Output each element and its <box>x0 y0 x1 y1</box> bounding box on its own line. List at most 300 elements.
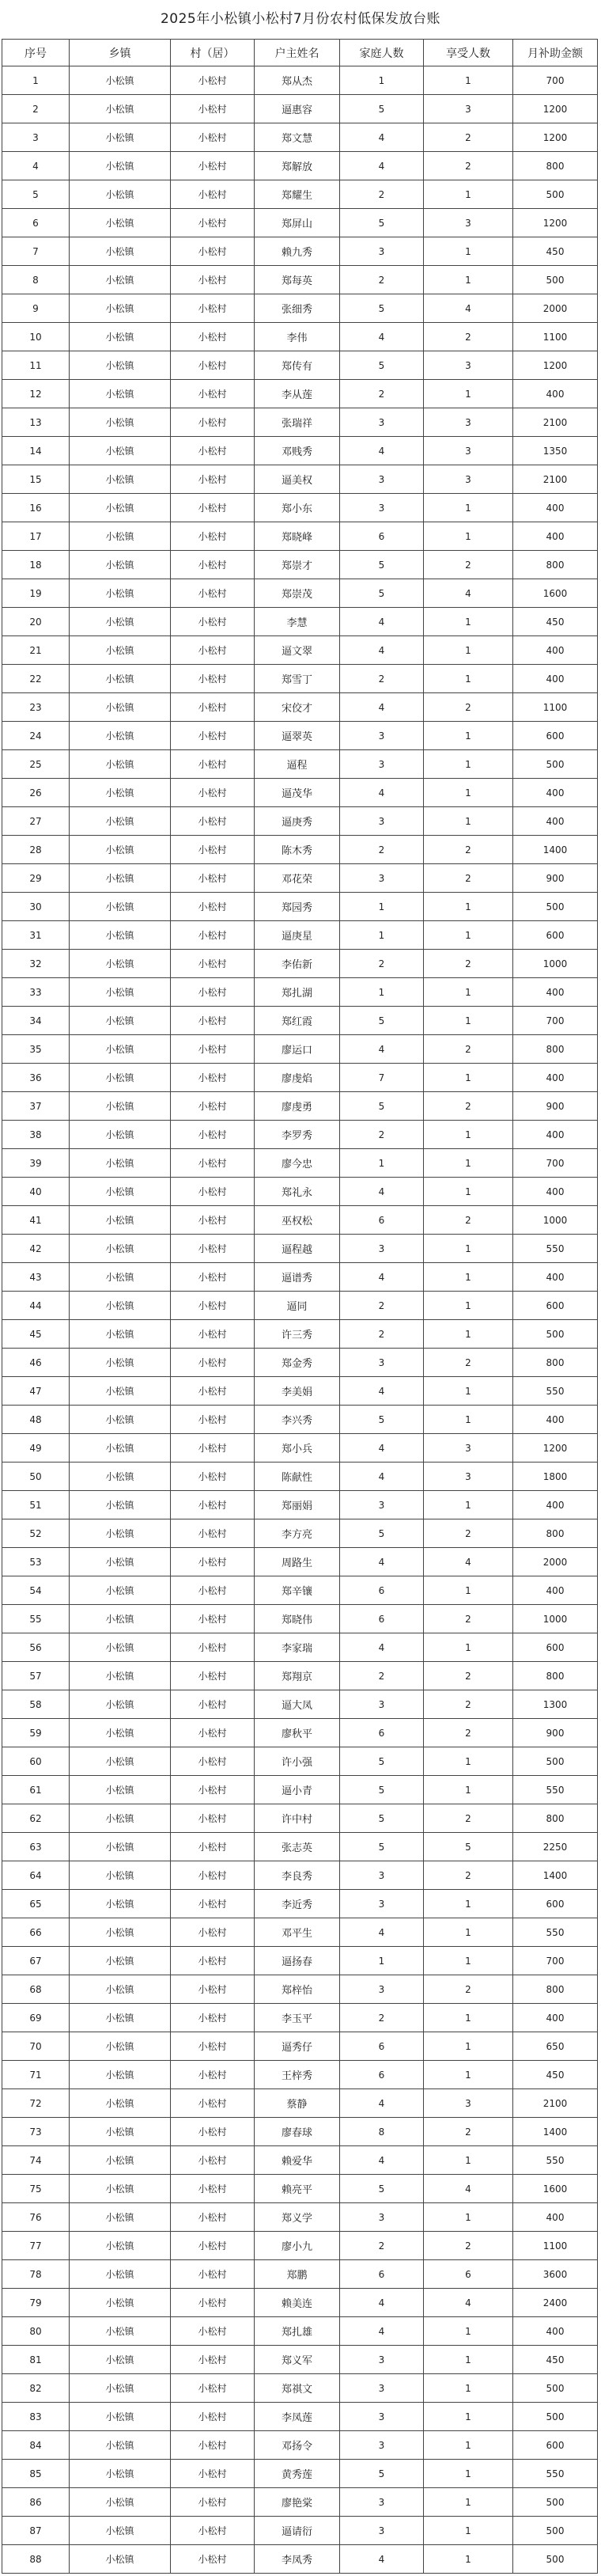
cell-beneficiaries: 2 <box>424 1690 513 1719</box>
table-row <box>2 1491 598 1519</box>
cell-township: 小松镇 <box>70 1064 171 1092</box>
cell-township: 小松镇 <box>70 2289 171 2317</box>
cell-family-size: 5 <box>340 2460 424 2488</box>
cell-village: 小松村 <box>171 978 255 1007</box>
cell-beneficiaries: 2 <box>424 836 513 864</box>
cell-township: 小松镇 <box>70 2089 171 2118</box>
cell-beneficiaries: 2 <box>424 1035 513 1064</box>
cell-family-size: 7 <box>340 1064 424 1092</box>
cell-family-size: 3 <box>340 1235 424 1263</box>
cell-monthly-amount: 1100 <box>513 2232 598 2260</box>
cell-monthly-amount: 500 <box>513 2403 598 2431</box>
cell-village: 小松村 <box>171 408 255 437</box>
table-row <box>2 180 598 209</box>
cell-index: 23 <box>2 693 70 722</box>
cell-township: 小松镇 <box>70 1434 171 1463</box>
table-row <box>2 237 598 266</box>
cell-village: 小松村 <box>171 1576 255 1605</box>
cell-monthly-amount: 400 <box>513 2203 598 2232</box>
cell-family-size: 6 <box>340 1719 424 1747</box>
cell-village: 小松村 <box>171 123 255 152</box>
cell-monthly-amount: 800 <box>513 1975 598 2004</box>
cell-monthly-amount: 400 <box>513 1121 598 1149</box>
cell-family-size: 4 <box>340 152 424 180</box>
cell-beneficiaries: 1 <box>424 1491 513 1519</box>
cell-village: 小松村 <box>171 921 255 950</box>
cell-village: 小松村 <box>171 1064 255 1092</box>
cell-beneficiaries: 2 <box>424 152 513 180</box>
cell-beneficiaries: 1 <box>424 921 513 950</box>
cell-beneficiaries: 1 <box>424 2061 513 2089</box>
cell-family-size: 2 <box>340 836 424 864</box>
cell-family-size: 3 <box>340 1349 424 1377</box>
table-row <box>2 636 598 665</box>
cell-township: 小松镇 <box>70 1178 171 1206</box>
cell-village: 小松村 <box>171 1292 255 1320</box>
cell-monthly-amount: 450 <box>513 2061 598 2089</box>
cell-beneficiaries: 2 <box>424 1975 513 2004</box>
cell-village: 小松村 <box>171 1035 255 1064</box>
cell-village: 小松村 <box>171 522 255 551</box>
table-row <box>2 2118 598 2146</box>
table-row <box>2 978 598 1007</box>
table-row <box>2 323 598 351</box>
cell-monthly-amount: 400 <box>513 978 598 1007</box>
cell-monthly-amount: 800 <box>513 1804 598 1833</box>
cell-householder: 郑屏山 <box>255 209 340 237</box>
cell-index: 86 <box>2 2488 70 2517</box>
cell-village: 小松村 <box>171 693 255 722</box>
cell-monthly-amount: 550 <box>513 1377 598 1406</box>
cell-beneficiaries: 2 <box>424 2118 513 2146</box>
cell-monthly-amount: 2100 <box>513 465 598 494</box>
table-row <box>2 1605 598 1633</box>
cell-monthly-amount: 700 <box>513 1947 598 1975</box>
cell-family-size: 3 <box>340 465 424 494</box>
table-row <box>2 693 598 722</box>
cell-township: 小松镇 <box>70 1776 171 1804</box>
cell-monthly-amount: 400 <box>513 1178 598 1206</box>
cell-village: 小松村 <box>171 2517 255 2545</box>
cell-village: 小松村 <box>171 779 255 807</box>
cell-index: 21 <box>2 636 70 665</box>
cell-householder: 郑晓峰 <box>255 522 340 551</box>
cell-village: 小松村 <box>171 351 255 380</box>
cell-family-size: 4 <box>340 1178 424 1206</box>
cell-township: 小松镇 <box>70 636 171 665</box>
table-row <box>2 2032 598 2061</box>
cell-householder: 李凤莲 <box>255 2403 340 2431</box>
cell-village: 小松村 <box>171 323 255 351</box>
cell-township: 小松镇 <box>70 1548 171 1576</box>
header-township: 乡镇 <box>70 40 171 66</box>
table-row <box>2 1463 598 1491</box>
cell-index: 31 <box>2 921 70 950</box>
cell-village: 小松村 <box>171 380 255 408</box>
cell-householder: 郑梓怡 <box>255 1975 340 2004</box>
cell-beneficiaries: 1 <box>424 893 513 921</box>
cell-village: 小松村 <box>171 1149 255 1178</box>
header-monthly-amount: 月补助金额 <box>513 40 598 66</box>
cell-township: 小松镇 <box>70 1519 171 1548</box>
cell-index: 50 <box>2 1463 70 1491</box>
table-row <box>2 1235 598 1263</box>
table-row <box>2 95 598 123</box>
cell-village: 小松村 <box>171 864 255 893</box>
cell-monthly-amount: 900 <box>513 1092 598 1121</box>
cell-index: 54 <box>2 1576 70 1605</box>
cell-township: 小松镇 <box>70 2374 171 2403</box>
cell-index: 14 <box>2 437 70 465</box>
cell-monthly-amount: 900 <box>513 1719 598 1747</box>
cell-township: 小松镇 <box>70 722 171 750</box>
cell-family-size: 3 <box>340 1861 424 1890</box>
cell-beneficiaries: 2 <box>424 123 513 152</box>
cell-monthly-amount: 1600 <box>513 579 598 608</box>
cell-monthly-amount: 1300 <box>513 1690 598 1719</box>
cell-beneficiaries: 1 <box>424 522 513 551</box>
cell-township: 小松镇 <box>70 2260 171 2289</box>
cell-village: 小松村 <box>171 2289 255 2317</box>
cell-monthly-amount: 600 <box>513 1292 598 1320</box>
cell-beneficiaries: 1 <box>424 380 513 408</box>
cell-family-size: 6 <box>340 2061 424 2089</box>
cell-beneficiaries: 1 <box>424 2403 513 2431</box>
table-row <box>2 1861 598 1890</box>
cell-township: 小松镇 <box>70 1690 171 1719</box>
cell-index: 7 <box>2 237 70 266</box>
cell-village: 小松村 <box>171 1235 255 1263</box>
cell-family-size: 1 <box>340 1947 424 1975</box>
cell-village: 小松村 <box>171 1434 255 1463</box>
cell-householder: 逼文翠 <box>255 636 340 665</box>
cell-family-size: 3 <box>340 864 424 893</box>
cell-householder: 廖运口 <box>255 1035 340 1064</box>
cell-index: 67 <box>2 1947 70 1975</box>
cell-householder: 逼茂华 <box>255 779 340 807</box>
cell-township: 小松镇 <box>70 2545 171 2574</box>
cell-index: 62 <box>2 1804 70 1833</box>
cell-householder: 廖艳棠 <box>255 2488 340 2517</box>
cell-village: 小松村 <box>171 1975 255 2004</box>
cell-village: 小松村 <box>171 2004 255 2032</box>
cell-index: 17 <box>2 522 70 551</box>
cell-householder: 周路生 <box>255 1548 340 1576</box>
cell-beneficiaries: 1 <box>424 494 513 522</box>
cell-monthly-amount: 2400 <box>513 2289 598 2317</box>
cell-index: 83 <box>2 2403 70 2431</box>
cell-beneficiaries: 1 <box>424 722 513 750</box>
cell-family-size: 3 <box>340 1491 424 1519</box>
cell-index: 41 <box>2 1206 70 1235</box>
cell-village: 小松村 <box>171 1690 255 1719</box>
cell-township: 小松镇 <box>70 95 171 123</box>
cell-householder: 李凤秀 <box>255 2545 340 2574</box>
cell-township: 小松镇 <box>70 351 171 380</box>
cell-township: 小松镇 <box>70 2232 171 2260</box>
cell-householder: 李慧 <box>255 608 340 636</box>
cell-monthly-amount: 400 <box>513 665 598 693</box>
cell-index: 49 <box>2 1434 70 1463</box>
cell-monthly-amount: 550 <box>513 1918 598 1947</box>
cell-family-size: 5 <box>340 1804 424 1833</box>
table-row <box>2 266 598 294</box>
cell-family-size: 4 <box>340 1633 424 1662</box>
cell-township: 小松镇 <box>70 209 171 237</box>
cell-beneficiaries: 1 <box>424 2545 513 2574</box>
cell-householder: 逼庚星 <box>255 921 340 950</box>
cell-index: 58 <box>2 1690 70 1719</box>
header-family-size: 家庭人数 <box>340 40 424 66</box>
cell-householder: 李家瑞 <box>255 1633 340 1662</box>
cell-village: 小松村 <box>171 2488 255 2517</box>
cell-township: 小松镇 <box>70 2403 171 2431</box>
cell-monthly-amount: 3600 <box>513 2260 598 2289</box>
cell-householder: 郑金秀 <box>255 1349 340 1377</box>
cell-monthly-amount: 400 <box>513 807 598 836</box>
cell-village: 小松村 <box>171 950 255 978</box>
cell-village: 小松村 <box>171 836 255 864</box>
cell-index: 20 <box>2 608 70 636</box>
cell-township: 小松镇 <box>70 66 171 95</box>
cell-village: 小松村 <box>171 2431 255 2460</box>
cell-township: 小松镇 <box>70 237 171 266</box>
cell-village: 小松村 <box>171 608 255 636</box>
cell-beneficiaries: 1 <box>424 2032 513 2061</box>
cell-beneficiaries: 1 <box>424 237 513 266</box>
cell-monthly-amount: 800 <box>513 1519 598 1548</box>
cell-family-size: 6 <box>340 1605 424 1633</box>
cell-householder: 郑解放 <box>255 152 340 180</box>
cell-monthly-amount: 550 <box>513 2460 598 2488</box>
cell-family-size: 5 <box>340 1519 424 1548</box>
cell-index: 18 <box>2 551 70 579</box>
cell-monthly-amount: 500 <box>513 893 598 921</box>
cell-householder: 逼惠容 <box>255 95 340 123</box>
cell-monthly-amount: 1400 <box>513 836 598 864</box>
cell-monthly-amount: 2000 <box>513 294 598 323</box>
cell-township: 小松镇 <box>70 1121 171 1149</box>
cell-householder: 赖亮平 <box>255 2175 340 2203</box>
cell-village: 小松村 <box>171 1377 255 1406</box>
cell-index: 15 <box>2 465 70 494</box>
cell-family-size: 2 <box>340 380 424 408</box>
cell-beneficiaries: 1 <box>424 1149 513 1178</box>
table-row <box>2 1206 598 1235</box>
cell-village: 小松村 <box>171 665 255 693</box>
cell-village: 小松村 <box>171 2317 255 2346</box>
header-beneficiaries: 享受人数 <box>424 40 513 66</box>
cell-householder: 陈木秀 <box>255 836 340 864</box>
cell-index: 74 <box>2 2146 70 2175</box>
cell-householder: 李佑新 <box>255 950 340 978</box>
table-row <box>2 722 598 750</box>
cell-village: 小松村 <box>171 294 255 323</box>
cell-monthly-amount: 400 <box>513 522 598 551</box>
cell-index: 5 <box>2 180 70 209</box>
cell-monthly-amount: 1600 <box>513 2175 598 2203</box>
cell-beneficiaries: 4 <box>424 2175 513 2203</box>
cell-village: 小松村 <box>171 750 255 779</box>
table-row <box>2 1178 598 1206</box>
cell-family-size: 1 <box>340 893 424 921</box>
cell-index: 6 <box>2 209 70 237</box>
table-row <box>2 2146 598 2175</box>
cell-township: 小松镇 <box>70 2517 171 2545</box>
cell-beneficiaries: 2 <box>424 1861 513 1890</box>
cell-householder: 赖美连 <box>255 2289 340 2317</box>
cell-beneficiaries: 2 <box>424 1519 513 1548</box>
cell-family-size: 4 <box>340 1035 424 1064</box>
cell-index: 19 <box>2 579 70 608</box>
cell-township: 小松镇 <box>70 1463 171 1491</box>
cell-index: 36 <box>2 1064 70 1092</box>
cell-householder: 郑翔京 <box>255 1662 340 1690</box>
cell-monthly-amount: 400 <box>513 494 598 522</box>
cell-township: 小松镇 <box>70 2346 171 2374</box>
cell-householder: 郑小兵 <box>255 1434 340 1463</box>
cell-beneficiaries: 4 <box>424 294 513 323</box>
cell-index: 70 <box>2 2032 70 2061</box>
table-row <box>2 1719 598 1747</box>
cell-monthly-amount: 1000 <box>513 950 598 978</box>
cell-family-size: 3 <box>340 494 424 522</box>
cell-beneficiaries: 1 <box>424 2346 513 2374</box>
cell-township: 小松镇 <box>70 1890 171 1918</box>
cell-index: 4 <box>2 152 70 180</box>
cell-monthly-amount: 1000 <box>513 1206 598 1235</box>
cell-monthly-amount: 800 <box>513 1662 598 1690</box>
cell-beneficiaries: 1 <box>424 1178 513 1206</box>
cell-family-size: 4 <box>340 2289 424 2317</box>
cell-family-size: 5 <box>340 1776 424 1804</box>
cell-monthly-amount: 700 <box>513 1007 598 1035</box>
cell-householder: 郑崇才 <box>255 551 340 579</box>
cell-index: 59 <box>2 1719 70 1747</box>
cell-township: 小松镇 <box>70 1377 171 1406</box>
cell-village: 小松村 <box>171 2374 255 2403</box>
cell-township: 小松镇 <box>70 807 171 836</box>
table-row <box>2 893 598 921</box>
cell-township: 小松镇 <box>70 1947 171 1975</box>
cell-family-size: 3 <box>340 2488 424 2517</box>
cell-index: 1 <box>2 66 70 95</box>
cell-family-size: 3 <box>340 2374 424 2403</box>
cell-family-size: 5 <box>340 1092 424 1121</box>
cell-index: 45 <box>2 1320 70 1349</box>
cell-index: 40 <box>2 1178 70 1206</box>
table-row <box>2 2374 598 2403</box>
cell-beneficiaries: 1 <box>424 1747 513 1776</box>
cell-index: 26 <box>2 779 70 807</box>
cell-village: 小松村 <box>171 2175 255 2203</box>
cell-beneficiaries: 1 <box>424 2317 513 2346</box>
table-row <box>2 1292 598 1320</box>
cell-village: 小松村 <box>171 579 255 608</box>
cell-village: 小松村 <box>171 2232 255 2260</box>
cell-family-size: 5 <box>340 1406 424 1434</box>
cell-beneficiaries: 2 <box>424 1719 513 1747</box>
cell-beneficiaries: 1 <box>424 779 513 807</box>
cell-beneficiaries: 3 <box>424 1463 513 1491</box>
table-row <box>2 807 598 836</box>
cell-beneficiaries: 1 <box>424 1235 513 1263</box>
cell-village: 小松村 <box>171 2460 255 2488</box>
table-row <box>2 750 598 779</box>
cell-family-size: 6 <box>340 1576 424 1605</box>
cell-family-size: 3 <box>340 750 424 779</box>
table-row <box>2 1035 598 1064</box>
cell-householder: 郑崇茂 <box>255 579 340 608</box>
cell-monthly-amount: 450 <box>513 237 598 266</box>
cell-monthly-amount: 400 <box>513 636 598 665</box>
cell-householder: 郑耀生 <box>255 180 340 209</box>
cell-index: 3 <box>2 123 70 152</box>
cell-index: 29 <box>2 864 70 893</box>
cell-township: 小松镇 <box>70 2460 171 2488</box>
table-row <box>2 1007 598 1035</box>
cell-village: 小松村 <box>171 1320 255 1349</box>
cell-beneficiaries: 1 <box>424 1633 513 1662</box>
cell-householder: 赖爱华 <box>255 2146 340 2175</box>
cell-monthly-amount: 500 <box>513 1747 598 1776</box>
cell-family-size: 4 <box>340 2545 424 2574</box>
cell-township: 小松镇 <box>70 437 171 465</box>
cell-township: 小松镇 <box>70 1804 171 1833</box>
cell-township: 小松镇 <box>70 1149 171 1178</box>
cell-monthly-amount: 500 <box>513 2488 598 2517</box>
table-row <box>2 2317 598 2346</box>
cell-householder: 李伟 <box>255 323 340 351</box>
cell-township: 小松镇 <box>70 893 171 921</box>
table-row <box>2 2346 598 2374</box>
cell-township: 小松镇 <box>70 123 171 152</box>
table-row <box>2 1918 598 1947</box>
cell-township: 小松镇 <box>70 950 171 978</box>
cell-index: 69 <box>2 2004 70 2032</box>
cell-index: 39 <box>2 1149 70 1178</box>
cell-village: 小松村 <box>171 2403 255 2431</box>
table-row <box>2 2061 598 2089</box>
cell-township: 小松镇 <box>70 1576 171 1605</box>
cell-householder: 廖虔勇 <box>255 1092 340 1121</box>
cell-householder: 郑晓伟 <box>255 1605 340 1633</box>
cell-beneficiaries: 1 <box>424 1121 513 1149</box>
cell-householder: 郑园秀 <box>255 893 340 921</box>
cell-village: 小松村 <box>171 1861 255 1890</box>
cell-index: 47 <box>2 1377 70 1406</box>
cell-index: 73 <box>2 2118 70 2146</box>
cell-index: 43 <box>2 1263 70 1292</box>
cell-township: 小松镇 <box>70 2317 171 2346</box>
cell-index: 85 <box>2 2460 70 2488</box>
cell-village: 小松村 <box>171 1804 255 1833</box>
cell-village: 小松村 <box>171 1747 255 1776</box>
header-row <box>2 40 598 66</box>
cell-township: 小松镇 <box>70 921 171 950</box>
cell-index: 57 <box>2 1662 70 1690</box>
cell-beneficiaries: 3 <box>424 2089 513 2118</box>
cell-index: 87 <box>2 2517 70 2545</box>
cell-monthly-amount: 2100 <box>513 2089 598 2118</box>
cell-village: 小松村 <box>171 209 255 237</box>
cell-beneficiaries: 2 <box>424 693 513 722</box>
cell-householder: 邓平生 <box>255 1918 340 1947</box>
cell-village: 小松村 <box>171 893 255 921</box>
cell-family-size: 4 <box>340 693 424 722</box>
table-row <box>2 950 598 978</box>
cell-family-size: 6 <box>340 1206 424 1235</box>
